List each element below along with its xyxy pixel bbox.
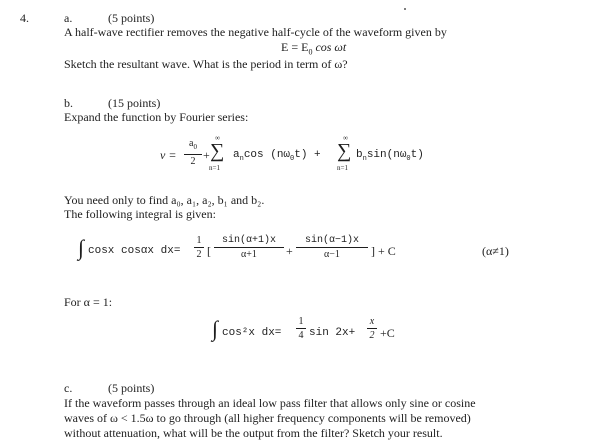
f1-num: sin(α+1)x [221,235,276,246]
part-c-line2: waves of ω < 1.5ω to go through (all higher frequency components will be removed) [64,411,471,425]
integral-sign-icon: ∫ [78,235,85,260]
part-b-label: b. [64,96,73,110]
integral1-half [194,235,204,260]
integral2-sign-icon: ∫ [212,316,219,341]
integral1-fraction1 [214,235,284,260]
fourier-a0-num: $a_0$ [189,138,197,151]
fourier-a0-den: 2 [190,156,196,167]
sum2-sigma-icon: ∑ [337,140,352,162]
quarter-num: 1 [298,316,304,327]
integral1-fraction2 [296,235,368,260]
part-c-line3: without attenuation, what will be the output from the filter? Sketch your result. [64,426,443,440]
scan-speck [404,8,406,10]
quarter-den: 4 [298,330,304,341]
part-b-points: (15 points) [108,96,161,110]
integral2-integrand: cos²x dx= [222,327,282,339]
part-c-line1: If the waveform passes through an ideal low pass filter that allows only sine or cosine [64,396,476,410]
part-b-line3: The following integral is given: [64,207,216,221]
part-c-label: c. [64,381,73,395]
sum1-lower: n=1 [209,164,220,172]
fourier-term2: $b_n\sin(n\omega_0t)$ [356,149,424,164]
x-num: x [369,316,375,327]
part-b-line2: You need only to find a₀, a₁, a₂, b₁ and b₂. [64,193,265,207]
half-den: 2 [196,249,202,260]
fourier-a0-fraction [184,138,202,167]
f1-den: α+1 [241,249,257,260]
part-a-label: a. [64,11,73,25]
equation-lhs: E = E [281,40,309,54]
part-a-line2: Sketch the resultant wave. What is the period in term of ω? [64,57,348,71]
integral2-mid: sin 2x+ [309,327,356,339]
for-alpha-label: For α = 1: [64,295,113,309]
integral1-open: [ [207,244,211,258]
part-c-points: (5 points) [108,381,155,395]
sum1-sigma-icon: ∑ [210,140,225,162]
sum1-upper: ∞ [215,134,220,142]
integral2-tail: +C [380,326,395,340]
fourier-lhs: v = [160,148,177,162]
half-num: 1 [196,235,202,246]
sum2-upper: ∞ [343,134,348,142]
equation-sub: 0 [308,47,313,57]
integral1-close: ] + C [371,244,396,258]
x-den: 2 [369,330,375,341]
f2-den: α−1 [324,249,340,260]
part-a-line1: A half-wave rectifier removes the negative half-cycle of the waveform given by [64,25,447,39]
problem-number: 4. [20,11,29,25]
f2-num: sin(α−1)x [304,235,359,246]
integral2-quarter [296,316,306,341]
fourier-plus: + [203,148,210,162]
part-b-line1: Expand the function by Fourier series: [64,110,249,124]
equation-tail: cos ωt [315,40,347,54]
integral1-integrand: cosx cosαx dx= [88,245,181,257]
integral1-condition: (α≠1) [482,244,509,258]
integral2-x-half [367,316,377,341]
integral1-plus: + [286,244,293,258]
sum2-lower: n=1 [337,164,348,172]
fourier-term1: $a_n\cos$ $(n\omega_0t)$ + [233,149,321,164]
part-a-points: (5 points) [108,11,155,25]
